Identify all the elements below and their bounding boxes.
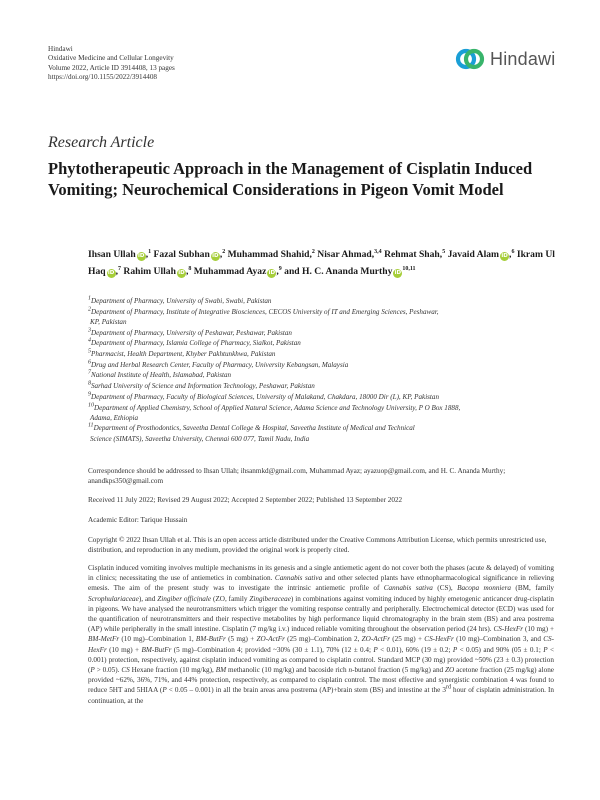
affiliation-item (88, 307, 558, 327)
affiliation-item (88, 349, 558, 359)
affiliation-text: Sarhad University of Science and Information Technology, Peshawar, Pakistan (91, 382, 315, 391)
affiliation-number: 3 (88, 327, 91, 334)
affiliation-number: 11 (88, 423, 94, 430)
orcid-icon[interactable]: iD (501, 253, 508, 259)
orcid-icon[interactable]: iD (107, 269, 115, 276)
affiliation-text: Department of Pharmacy, University of Swabi, Swabi, Pakistan (91, 297, 272, 305)
copyright-notice: Copyright © 2022 Ihsan Ullah et al. This is an open access article distributed under the Creative Commons Attribution License, which permits unrestricted use, distribution, and reproduction in any medium, provided the original work is properly cited. (88, 536, 547, 555)
abstract-text: Cisplatin induced vomiting involves multiple mechanisms in its genesis and a single antiemetic agent do not cover both the phases (acute & delayed) of vomiting in clinics; necessitating the use of antiemetics in combination. Cannabis sativa and other selected plants have ethnopharmacological significance in relieving emesis. The aim of the present study was to investigate the intrinsic antiemetic profile of Cannabis sativa (CS), Bacopa monniera (BM, family Scrophulariaceae), and Zingiber officinale (ZO, family Zingiberaceae) in combinations against vomiting induced by highly emetogenic anticancer drug-cisplatin in pigeons. We have analysed the neurotransmitters which trigger the vomiting response centrally and peripherally. Electrochemical detector (ECD) was used for the quantification of neurotransmitters and their respective metabolites by high performance liquid chromatography in the brain stem (BS) and area postrema (AP) while peripherally in the small intestine. Cisplatin (7 mg/kg i.v.) induced reliable vomiting throughout the observation period (24 hrs). CS-HexFr (10 mg) + BM-MetFr (10 mg)–Combination 1, BM-ButFr (5 mg) + ZO-ActFr (25 mg)–Combination 2, ZO-ActFr (25 mg) + CS-HexFr (10 mg)–Combination 3, and CS-HexFr (10 mg) + BM-ButFr (5 mg)–Combination 4; provided ~30% (30 ± 1.1), 70% (12 ± 0.4; P < 0.01), 60% (19 ± 0.2; P < 0.05) and 90% (05 ± 0.1; P < 0.001) protection, respectively, against cisplatin induced vomiting as compared to cisplatin control. Standard MCP (30 mg) provided ~50% (23 ± 0.3) protection (P > 0.05). CS Hexane fraction (10 mg/kg), BM methanolic (10 mg/kg) and bacoside rich n-butanol fraction (5 mg/kg) and ZO acetone fraction (25 mg/kg) alone provided ~62%, 36%, 71%, and 44% protection, respectively, as compared to cisplatin control. The most effective and synergistic combination 4 was found to reduce 5HT and 5HIAA (P < 0.05 – 0.001) in all the brain areas area postrema (AP)+brain stem (BS) and intestine at the 3rd hour of cisplatin administration. In continuation, at the (88, 564, 555, 705)
orcid-icon[interactable]: iD (138, 253, 145, 259)
author-name: Rahim Ullah (123, 265, 176, 277)
journal-doi[interactable]: https://doi.org/10.1155/2022/3914408 (48, 73, 158, 82)
affiliation-ref: 7 (118, 265, 122, 272)
affiliation-continuation: Adama, Ethiopia (90, 413, 139, 422)
affiliation-text: National Institute of Health, Islamabad, Pakistan (91, 371, 232, 380)
affiliation-continuation: KP, Pakistan (90, 317, 127, 326)
affiliation-number: 4 (88, 337, 91, 344)
author: Rehmat Shah,$^5$ (384, 248, 446, 260)
affiliation-text: Drug and Herbal Research Center, Faculty of Pharmacy, University Kebangsan, Malaysia (91, 360, 349, 369)
author: Rahim Ullah iD,$^8$ (123, 265, 192, 277)
author-name: Javaid Alam (447, 249, 500, 260)
orcid-icon[interactable]: iD (178, 269, 185, 276)
affiliation-continuation: Science (SIMATS), Saveetha University, Chennai 600 077, Tamil Nadu, India (90, 434, 310, 443)
academic-editor: Academic Editor: Tarique Hussain (88, 516, 188, 524)
affiliation-item (88, 296, 558, 306)
affiliation-item (88, 338, 558, 348)
article-title: Phytotherapeutic Approach in the Management of Cisplatin Induced Vomiting; Neurochemical Considerations in Pigeon Vomit Model (48, 159, 533, 199)
affiliation-text: Department of Pharmacy, Faculty of Biological Sciences, University of Malakand, Chakdara, 18000 Dir (L), KP, Pakistan (91, 392, 440, 401)
publication-dates: Received 11 July 2022; Revised 29 August 2022; Accepted 2 September 2022; Published 13 September 2022 (88, 496, 403, 504)
affiliation-number: 10 (88, 402, 94, 409)
correspondence-note: Correspondence should be addressed to Ihsan Ullah; ihsanmkd@gmail.com, Muhammad Ayaz; ayazuop@gmail.com, and H. C. Ananda Murthy; anandkps350@gmail.com (88, 467, 506, 486)
author-name: Ihsan Ullah (88, 249, 136, 260)
affiliation-text: Department of Pharmacy, Institute of Integrative Biosciences, CECOS University of IT and Emerging Sciences, Peshawar, (91, 307, 439, 316)
hindawi-logo[interactable] (455, 44, 555, 74)
author: Javaid Alam iD,$^6$ (447, 248, 515, 260)
affiliation-item (88, 370, 558, 380)
affiliation-item (88, 423, 558, 443)
affiliation-ref: 5 (442, 248, 446, 255)
author-name: Muhammad Ayaz (193, 265, 267, 277)
journal-meta (48, 45, 175, 83)
affiliation-number: 5 (88, 348, 91, 355)
affiliation-item (88, 403, 558, 423)
affiliation-number: 8 (88, 380, 91, 387)
orcid-icon[interactable]: iD (212, 253, 219, 259)
logo-text: Hindawi (490, 48, 556, 69)
affiliation-number: 7 (88, 370, 91, 377)
affiliation-list (88, 296, 558, 444)
author-name: Rehmat Shah (384, 249, 440, 260)
author-list (88, 247, 558, 280)
affiliation-item (88, 328, 558, 338)
affiliation-text: Department of Pharmacy, University of Peshawar, Peshawar, Pakistan (91, 328, 292, 337)
author: Fazal Subhan iD,$^2$ (153, 248, 226, 260)
affiliation-ref: 6 (511, 248, 515, 255)
orcid-icon[interactable]: iD (394, 269, 402, 276)
affiliation-ref: 1 (148, 248, 152, 255)
journal-name: Oxidative Medicine and Cellular Longevity (48, 54, 174, 63)
journal-volume: Volume 2022, Article ID 3914408, 13 pages (48, 63, 175, 72)
author: Ikram Ul Haq iD,$^7$ (88, 249, 555, 277)
affiliation-ref: 9 (278, 265, 282, 272)
affiliation-text: Department of Pharmacy, Islamia College of Pharmacy, Sialkot, Pakistan (91, 339, 301, 348)
affiliation-item (88, 360, 558, 370)
affiliation-item (88, 381, 558, 391)
author-name: Fazal Subhan (153, 249, 210, 260)
article-type: Research Article (48, 134, 155, 151)
author-name: Muhammad Shahid (227, 249, 310, 260)
publisher-name: Hindawi (48, 45, 73, 53)
orcid-icon[interactable]: iD (268, 269, 276, 276)
author: Muhammad Ayaz iD,$^9$ (193, 265, 282, 277)
affiliation-number: 6 (88, 359, 91, 366)
affiliation-number: 2 (88, 306, 91, 313)
hindawi-logo-icon (455, 44, 485, 74)
author: Ihsan Ullah iD,$^1$ (88, 248, 152, 260)
affiliation-text: Department of Applied Chemistry, School of Applied Natural Science, Adama Science and Technology University, P O Box 1888, (94, 403, 461, 412)
affiliation-ref: 2 (222, 248, 226, 255)
affiliation-number: 9 (88, 391, 91, 398)
affiliation-ref: 2 (311, 248, 315, 255)
affiliation-ref: 10,11 (402, 265, 416, 272)
affiliation-item (88, 392, 558, 402)
author: and H. C. Ananda Murthy iD$^{10,11}$ (284, 265, 416, 277)
affiliation-ref: 8 (188, 265, 192, 272)
author: Muhammad Shahid,$^2$ (227, 248, 315, 260)
author-name: H. C. Ananda Murthy (302, 265, 393, 277)
affiliation-ref: 3,4 (374, 248, 382, 255)
affiliation-number: 1 (88, 295, 91, 302)
author: Nisar Ahmad,$^{3,4}$ (317, 248, 382, 260)
author-name: Nisar Ahmad (317, 249, 372, 260)
author-name: Ikram Ul Haq (88, 249, 555, 277)
affiliation-text: Pharmacist, Health Department, Khyber Pakhtunkhwa, Pakistan (91, 350, 276, 359)
affiliation-text: Department of Prosthodontics, Saveetha Dental College & Hospital, Saveetha Institute of Medical and Technical (93, 424, 415, 433)
